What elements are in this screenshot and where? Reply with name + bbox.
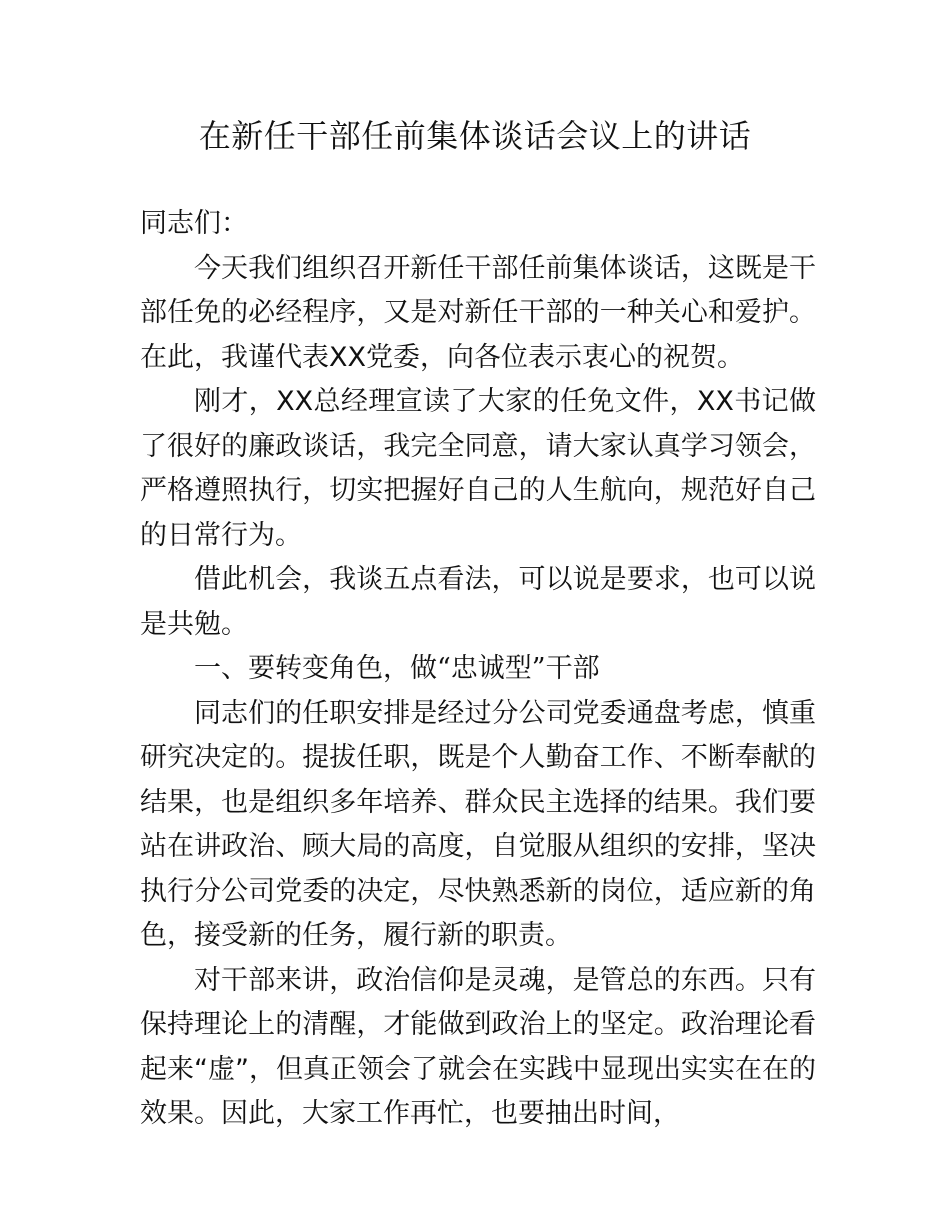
document-body <box>140 202 816 1137</box>
paragraph-intro: 今天我们组织召开新任干部任前集体谈话，这既是干部任免的必经程序，又是对新任干部的一种关心和爱护。在此，我谨代表XX党委，向各位表示衷心的祝贺。 <box>140 252 816 373</box>
section-heading: 一、要转变角色，做“忠诚型”干部 <box>194 653 600 684</box>
paragraph-political-belief: 对干部来讲，政治信仰是灵魂，是管总的东西。只有保持理论上的清醒，才能做到政治上的坚定。政治理论看起来“虚”，但真正领会了就会在实践中显现出实实在在的效果。因此，大家工作再忙，也要抽出时间， <box>140 964 816 1129</box>
document-title: 在新任干部任前集体谈话会议上的讲话 <box>198 117 752 155</box>
paragraph-five-points: 借此机会，我谈五点看法，可以说是要求，也可以说是共勉。 <box>140 564 816 640</box>
salutation: 同志们： <box>140 208 248 239</box>
paragraph-documents-read: 刚才，XX总经理宣读了大家的任免文件，XX书记做了很好的廉政谈话，我完全同意，请大家认真学习领会，严格遵照执行，切实把握好自己的人生航向，规范好自己的日常行为。 <box>140 386 816 551</box>
paragraph-role-change: 同志们的任职安排是经过分公司党委通盘考虑，慎重研究决定的。提拔任职，既是个人勤奋工作、不断奉献的结果，也是组织多年培养、群众民主选择的结果。我们要站在讲政治、顾大局的高度，自觉服从组织的安排，坚决执行分公司党委的决定，尽快熟悉新的岗位，适应新的角色，接受新的任务，履行新的职责。 <box>140 697 816 951</box>
